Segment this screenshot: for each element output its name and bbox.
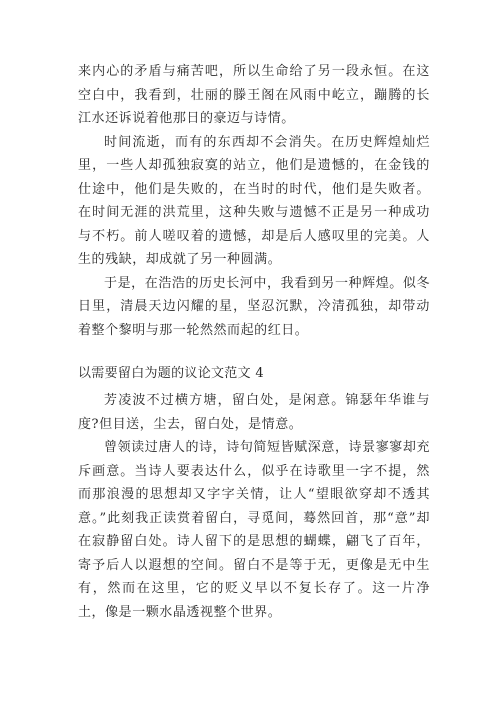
paragraph: 芳凌波不过横方塘，留白处，是闲意。锦瑟年华谁与度?但目送，尘去，留白处，是情意。 — [78, 393, 430, 432]
essay-section-4 — [78, 362, 430, 624]
paragraph: 时间流逝，而有的东西却不会消失。在历史辉煌灿烂里，一些人却孤独寂寞的站立，他们是遗憾的，在金钱的仕途中，他们是失败的，在当时的时代，他们是失败者。在时间无涯的洪荒里，这种失败与遗憾不正是另一种成功与不朽。前人嗟叹着的遗憾，却是后人感叹里的完美。人生的残缺，却成就了另一种圆满。 — [78, 134, 430, 267]
paragraph: 曾领读过唐人的诗，诗句简短皆赋深意，诗景寥寥却充斥画意。当诗人要表达什么，似乎在诗歌里一字不提，然而那浪漫的思想却又字字关情，让人“望眼欲穿却不透其意。”此刻我正读赏着留白，寻觅间，蓦然回首，那“意”却在寂静留白处。诗人留下的是思想的蝴蝶，翩飞了百年，寄予后人以遐想的空间。留白不是等于无，更像是无中生有，然而在这里，它的贬义早以不复长存了。这一片净土，像是一颗水晶透视整个世界。 — [78, 440, 430, 620]
paragraph: 来内心的矛盾与痛苦吧，所以生命给了另一段永恒。在这空白中，我看到，壮丽的滕王阁在风雨中屹立，蹦腾的长江水还诉说着他那日的豪迈与诗情。 — [78, 64, 430, 126]
section-heading: 以需要留白为题的议论文范文 4 — [78, 366, 264, 381]
paragraph: 于是，在浩浩的历史长河中，我看到另一种辉煌。似冬日里，清晨天边闪耀的星，坚忍沉默，冷清孤独，却带动着整个黎明与那一轮然然而起的红日。 — [78, 275, 430, 338]
essay-section-continued — [78, 60, 430, 342]
